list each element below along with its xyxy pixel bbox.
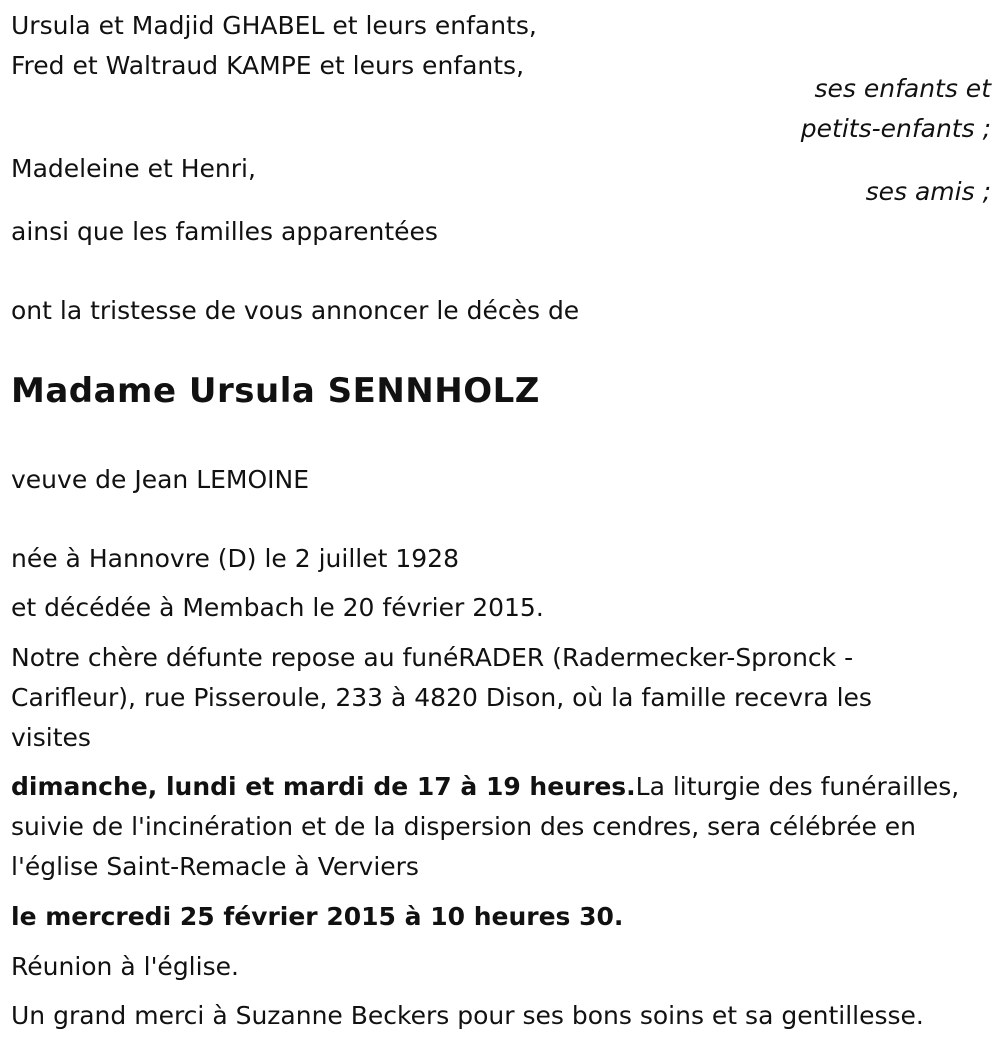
- family-line-1: Ursula et Madjid GHABEL et leurs enfants,: [11, 11, 537, 40]
- birth-line: née à Hannovre (D) le 2 juillet 1928: [11, 544, 459, 573]
- meeting-line: Réunion à l'église.: [11, 952, 239, 981]
- liturgy-line-2: suivie de l'incinération et de la dispersion des cendres, sera célébrée en: [11, 812, 917, 841]
- family-role-children: ses enfants et: [814, 74, 991, 103]
- thanks-line: Un grand merci à Suzanne Beckers pour ses bons soins et sa gentillesse.: [11, 1001, 924, 1030]
- family-role-friends: ses amis ;: [865, 177, 991, 206]
- family-line-2: Fred et Waltraud KAMPE et leurs enfants,: [11, 51, 525, 80]
- announcement-line: ont la tristesse de vous annoncer le décès de: [11, 296, 580, 325]
- relatives-line: ainsi que les familles apparentées: [11, 217, 438, 246]
- ceremony-date: le mercredi 25 février 2015 à 10 heures 30.: [11, 902, 624, 931]
- visits-line: [11, 767, 959, 807]
- rest-line-2: Carifleur), rue Pisseroule, 233 à 4820 Dison, où la famille recevra les: [11, 683, 872, 712]
- rest-line-1: Notre chère défunte repose au funéRADER (Radermecker-Spronck -: [11, 643, 854, 672]
- visiting-hours: dimanche, lundi et mardi de 17 à 19 heures.: [11, 772, 636, 801]
- deceased-name: Madame Ursula SENNHOLZ: [11, 371, 540, 411]
- friends-line: Madeleine et Henri,: [11, 154, 256, 183]
- family-role-grandchildren: petits-enfants ;: [800, 114, 991, 143]
- widow-of-line: veuve de Jean LEMOINE: [11, 465, 310, 494]
- rest-line-3: visites: [11, 723, 91, 752]
- liturgy-intro: La liturgie des funérailles,: [635, 772, 960, 801]
- liturgy-line-3: l'église Saint-Remacle à Verviers: [11, 852, 419, 881]
- death-line: et décédée à Membach le 20 février 2015.: [11, 593, 544, 622]
